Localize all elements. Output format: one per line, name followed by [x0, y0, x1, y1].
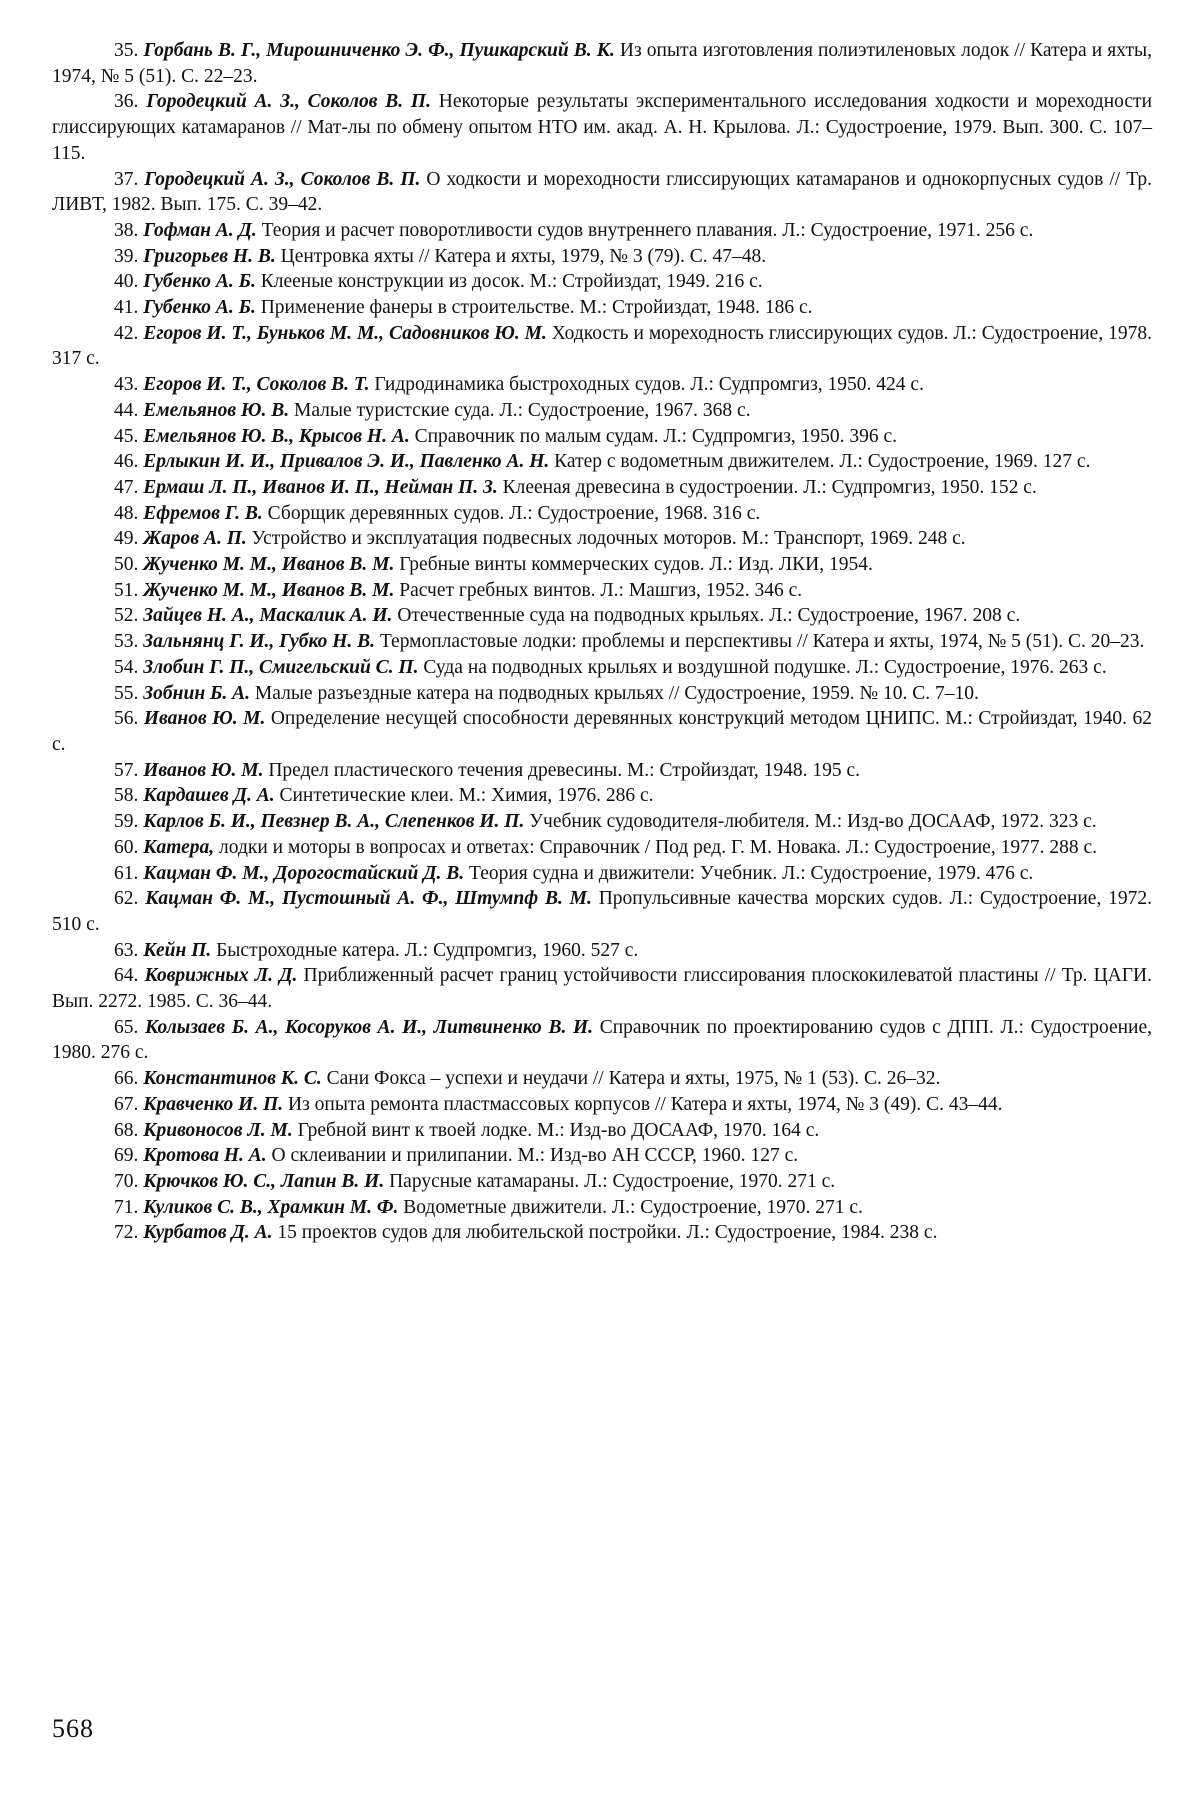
bibliography-entry	[52, 706, 1152, 757]
entry-text: Гребные винты коммерческих судов. Л.: Изд. ЛКИ, 1954.	[399, 554, 873, 576]
bibliography-entry	[52, 475, 1152, 501]
entry-number: 41.	[114, 297, 139, 319]
entry-number: 65.	[114, 1016, 139, 1038]
bibliography-entry	[52, 758, 1152, 784]
entry-number: 46.	[114, 451, 139, 473]
entry-number: 39.	[114, 245, 139, 267]
entry-text: Быстроходные катера. Л.: Судпромгиз, 1960. 527 с.	[216, 939, 639, 961]
bibliography-entry	[52, 218, 1152, 244]
entry-author: Кацман Ф. М., Дорогостайский Д. В.	[143, 862, 465, 884]
entry-number: 42.	[114, 322, 139, 344]
entry-author: Егоров И. Т., Соколов В. Т.	[143, 374, 370, 396]
entry-text: Учебник судоводителя-любителя. М.: Изд-во ДОСААФ, 1972. 323 с.	[529, 811, 1097, 833]
entry-author: Зобнин Б. А.	[143, 682, 251, 704]
entry-number: 47.	[114, 476, 139, 498]
entry-text: Теория судна и движители: Учебник. Л.: Судостроение, 1979. 476 с.	[469, 862, 1034, 884]
entry-number: 51.	[114, 579, 139, 601]
bibliography-entry	[52, 449, 1152, 475]
entry-number: 58.	[114, 785, 139, 807]
entry-author: Кацман Ф. М., Пустошный А. Ф., Штумпф В. М.	[145, 888, 592, 910]
entry-author: Ерлыкин И. И., Привалов Э. И., Павленко А. Н.	[143, 451, 550, 473]
bibliography-entry	[52, 295, 1152, 321]
bibliography-entry	[52, 1143, 1152, 1169]
entry-text: Некоторые результаты экспериментального исследования ходкости и мореходности глиссирующих катамаранов // Мат-лы по обмену опытом НТО им. акад. А. Н. Крылова. Л.: Судостроение, 1979. Вып. 300. С. 107–115.	[52, 91, 1153, 164]
entry-number: 35.	[114, 40, 139, 61]
entry-number: 68.	[114, 1119, 139, 1141]
entry-number: 49.	[114, 528, 139, 550]
entry-number: 64.	[114, 965, 139, 987]
entry-text: Ходкость и мореходность глиссирующих судов. Л.: Судостроение, 1978. 317 с.	[52, 322, 1152, 370]
entry-author: Жаров А. П.	[143, 528, 247, 550]
bibliography-entry	[52, 167, 1152, 218]
entry-text: О склеивании и прилипании. М.: Изд-во АН СССР, 1960. 127 с.	[271, 1145, 799, 1167]
entry-author: Кравченко И. П.	[143, 1093, 284, 1115]
entry-number: 45.	[114, 425, 139, 447]
entry-text: Катер с водометным движителем. Л.: Судостроение, 1969. 127 с.	[554, 451, 1091, 473]
bibliography-entry	[52, 1015, 1152, 1066]
bibliography-entry	[52, 938, 1152, 964]
entry-text: Пропульсивные качества морских судов. Л.: Судостроение, 1972. 510 с.	[52, 888, 1153, 935]
entry-number: 53.	[114, 631, 139, 653]
bibliography-entry	[52, 629, 1152, 655]
bibliography-entry	[52, 1220, 1152, 1246]
entry-number: 67.	[114, 1093, 139, 1115]
entry-author: Городецкий А. З., Соколов В. П.	[146, 91, 431, 113]
entry-text: Синтетические клеи. М.: Химия, 1976. 286 с.	[279, 785, 654, 807]
bibliography-entry	[52, 603, 1152, 629]
bibliography-entry	[52, 269, 1152, 295]
entry-number: 43.	[114, 374, 139, 396]
entry-number: 44.	[114, 399, 139, 421]
entry-text: О ходкости и мореходности глиссирующих катамаранов и однокорпусных судов // Тр. ЛИВТ, 1982. Вып. 175. С. 39–42.	[52, 168, 1153, 216]
bibliography-entry	[52, 1169, 1152, 1195]
bibliography-entry	[52, 89, 1152, 166]
bibliography-entry	[52, 424, 1152, 450]
entry-author: Курбатов Д. А.	[143, 1222, 273, 1244]
bibliography-entry	[52, 783, 1152, 809]
entry-number: 62.	[114, 888, 139, 910]
entry-number: 57.	[114, 759, 139, 781]
entry-text: Теория и расчет поворотливости судов внутреннего плавания. Л.: Судостроение, 1971. 256 с.	[261, 219, 1034, 241]
entry-author: Кривоносов Л. М.	[143, 1119, 293, 1141]
entry-text: Центровка яхты // Катера и яхты, 1979, № 3 (79). С. 47–48.	[280, 245, 767, 267]
entry-author: Горбань В. Г., Мирошниченко Э. Ф., Пушкарский В. К.	[143, 40, 615, 61]
entry-text: Определение несущей способности деревянных конструкций методом ЦНИПС. М.: Стройиздат, 1940. 62 с.	[52, 708, 1152, 755]
entry-author: Городецкий А. З., Соколов В. П.	[144, 168, 421, 190]
entry-author: Иванов Ю. М.	[143, 759, 264, 781]
entry-number: 52.	[114, 605, 139, 627]
entry-author: Кротова Н. А.	[143, 1145, 267, 1167]
entry-number: 72.	[114, 1222, 139, 1244]
entry-number: 66.	[114, 1068, 139, 1090]
bibliography-entry	[52, 1118, 1152, 1144]
entry-text: Из опыта изготовления полиэтиленовых лодок // Катера и яхты, 1974, № 5 (51). С. 22–23.	[52, 40, 1152, 87]
bibliography-entry	[52, 861, 1152, 887]
entry-author: Губенко А. Б.	[143, 297, 256, 319]
entry-author: Жученко М. М., Иванов В. М.	[143, 554, 395, 576]
bibliography-entry	[52, 1092, 1152, 1118]
entry-number: 55.	[114, 682, 139, 704]
bibliography-entry	[52, 321, 1152, 372]
entry-text: Отечественные суда на подводных крыльях. Л.: Судостроение, 1967. 208 с.	[397, 605, 1021, 627]
entry-number: 69.	[114, 1145, 139, 1167]
entry-number: 48.	[114, 502, 139, 524]
entry-author: Кейн П.	[143, 939, 212, 961]
entry-text: Термопластовые лодки: проблемы и перспективы // Катера и яхты, 1974, № 5 (51). С. 20–23.	[379, 631, 1145, 653]
entry-author: Зальнянц Г. И., Губко Н. В.	[143, 631, 376, 653]
bibliography-entry	[52, 963, 1152, 1014]
entry-text: Клееные конструкции из досок. М.: Стройиздат, 1949. 216 с.	[260, 271, 763, 293]
bibliography-entry	[52, 398, 1152, 424]
entry-text: Сани Фокса – успехи и неудачи // Катера и яхты, 1975, № 1 (53). С. 26–32.	[326, 1068, 941, 1090]
bibliography-entry	[52, 809, 1152, 835]
entry-text: Водометные движители. Л.: Судостроение, 1970. 271 с.	[403, 1196, 863, 1218]
entry-number: 70.	[114, 1170, 139, 1192]
entry-text: Парусные катамараны. Л.: Судостроение, 1970. 271 с.	[389, 1170, 836, 1192]
entry-text: Справочник по малым судам. Л.: Судпромгиз, 1950. 396 с.	[414, 425, 898, 447]
entry-text: Гидродинамика быстроходных судов. Л.: Судпромгиз, 1950. 424 с.	[374, 374, 924, 396]
bibliography-entry	[52, 552, 1152, 578]
entry-author: Злобин Г. П., Смигельский С. П.	[143, 656, 419, 678]
bibliography-entry	[52, 886, 1152, 937]
entry-text: Малые туристские суда. Л.: Судостроение, 1967. 368 с.	[294, 399, 751, 421]
entry-author: Константинов К. С.	[143, 1068, 322, 1090]
entry-author: Жученко М. М., Иванов В. М.	[143, 579, 395, 601]
bibliography-entry	[52, 578, 1152, 604]
entry-text: Суда на подводных крыльях и воздушной подушке. Л.: Судостроение, 1976. 263 с.	[423, 656, 1107, 678]
entry-text: Из опыта ремонта пластмассовых корпусов // Катера и яхты, 1974, № 3 (49). С. 43–44.	[288, 1093, 1003, 1115]
bibliography-entry	[52, 681, 1152, 707]
bibliography-entry	[52, 501, 1152, 527]
bibliography-list	[52, 38, 1152, 1246]
entry-number: 50.	[114, 554, 139, 576]
entry-author: Колызаев Б. А., Косоруков А. И., Литвиненко В. И.	[145, 1016, 594, 1038]
bibliography-entry	[52, 1066, 1152, 1092]
entry-author: Крючков Ю. С., Лапин В. И.	[143, 1170, 385, 1192]
entry-number: 38.	[114, 219, 139, 241]
bibliography-entry	[52, 655, 1152, 681]
entry-number: 54.	[114, 656, 139, 678]
entry-author: Гофман А. Д.	[143, 219, 257, 241]
bibliography-entry	[52, 244, 1152, 270]
entry-author: Зайцев Н. А., Маскалик А. И.	[143, 605, 393, 627]
entry-text: Малые разъездные катера на подводных крыльях // Судостроение, 1959. № 10. С. 7–10.	[254, 682, 979, 704]
entry-author: Иванов Ю. М.	[143, 708, 266, 730]
entry-text: Устройство и эксплуатация подвесных лодочных моторов. М.: Транспорт, 1969. 248 с.	[251, 528, 966, 550]
entry-text: Предел пластического течения древесины. М.: Стройиздат, 1948. 195 с.	[268, 759, 860, 781]
entry-author: Катера,	[143, 836, 215, 858]
entry-author: Ермаш Л. П., Иванов И. П., Нейман П. З.	[143, 476, 498, 498]
entry-author: Коврижных Л. Д.	[144, 965, 298, 987]
entry-number: 59.	[114, 811, 139, 833]
entry-number: 63.	[114, 939, 139, 961]
entry-author: Куликов С. В., Храмкин М. Ф.	[143, 1196, 399, 1218]
entry-number: 36.	[114, 91, 139, 113]
entry-text: Применение фанеры в строительстве. М.: Стройиздат, 1948. 186 с.	[260, 297, 813, 319]
entry-author: Кардашев Д. А.	[143, 785, 275, 807]
entry-author: Емельянов Ю. В.	[143, 399, 290, 421]
page-number: 568	[52, 1714, 94, 1743]
entry-number: 56.	[114, 708, 139, 730]
bibliography-entry	[52, 835, 1152, 861]
entry-text: Приближенный расчет границ устойчивости глиссирования плоскокилеватой пластины // Тр. ЦАГИ. Вып. 2272. 1985. С. 36–44.	[52, 965, 1152, 1013]
bibliography-entry	[52, 526, 1152, 552]
bibliography-entry	[52, 372, 1152, 398]
entry-text: Клееная древесина в судостроении. Л.: Судпромгиз, 1950. 152 с.	[502, 476, 1037, 498]
entry-author: Губенко А. Б.	[143, 271, 256, 293]
entry-number: 61.	[114, 862, 139, 884]
entry-text: Расчет гребных винтов. Л.: Машгиз, 1952. 346 с.	[399, 579, 803, 601]
entry-author: Егоров И. Т., Буньков М. М., Садовников Ю. М.	[143, 322, 547, 344]
entry-author: Емельянов Ю. В., Крысов Н. А.	[143, 425, 410, 447]
entry-author: Карлов Б. И., Певзнер В. А., Слепенков И. П.	[143, 811, 525, 833]
entry-text: лодки и моторы в вопросах и ответах: Справочник / Под ред. Г. М. Новака. Л.: Судостроение, 1977. 288 с.	[219, 836, 1097, 858]
entry-author: Григорьев Н. В.	[143, 245, 276, 267]
entry-number: 71.	[114, 1196, 139, 1218]
entry-text: 15 проектов судов для любительской постройки. Л.: Судостроение, 1984. 238 с.	[277, 1222, 938, 1244]
bibliography-entry	[52, 1195, 1152, 1221]
entry-number: 60.	[114, 836, 139, 858]
entry-number: 40.	[114, 271, 139, 293]
bibliography-entry	[52, 38, 1152, 89]
entry-text: Сборщик деревянных судов. Л.: Судостроение, 1968. 316 с.	[267, 502, 761, 524]
entry-text: Гребной винт к твоей лодке. М.: Изд-во ДОСААФ, 1970. 164 с.	[297, 1119, 820, 1141]
entry-number: 37.	[114, 168, 139, 190]
entry-author: Ефремов Г. В.	[143, 502, 263, 524]
entry-text: Справочник по проектированию судов с ДПП. Л.: Судостроение, 1980. 276 с.	[52, 1016, 1153, 1064]
